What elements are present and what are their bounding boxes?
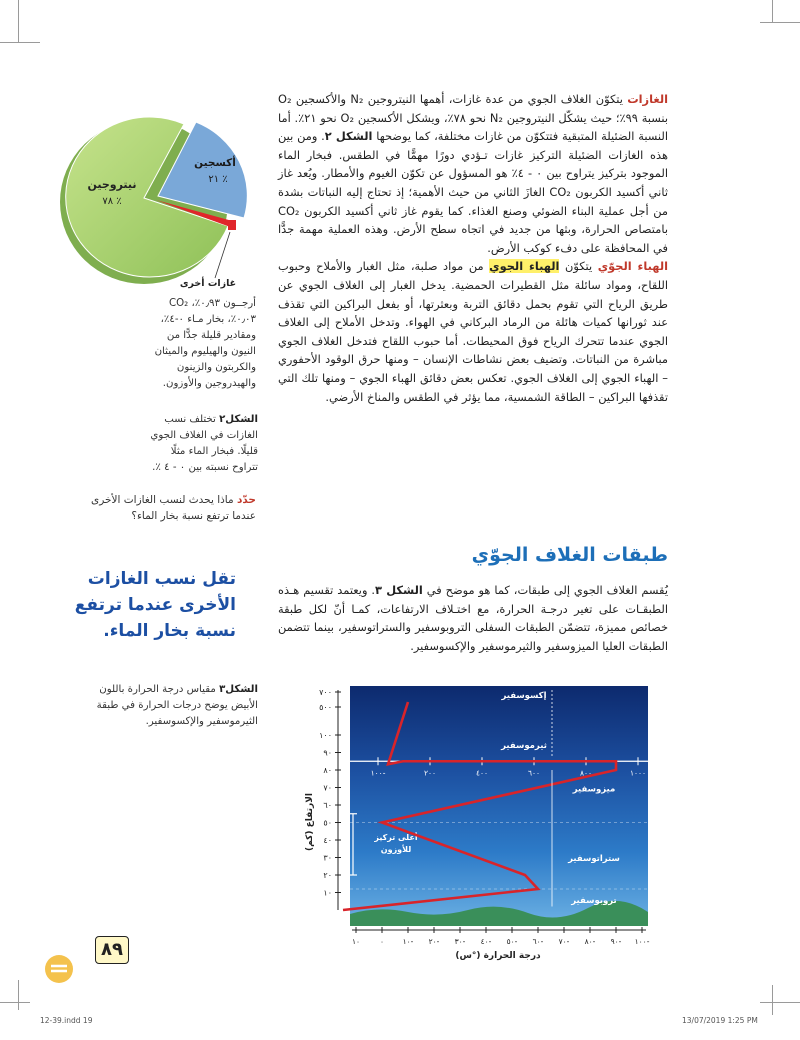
gases-figure-ref: الشكل ٢ (324, 129, 373, 144)
x-tick-label: ١٠٠- (634, 937, 650, 946)
x-tick-label: ٦٠- (532, 937, 544, 946)
upper-scale-label: ٢٠٠ (423, 768, 437, 778)
x-tick-label: ٠ (379, 937, 385, 946)
crop-mark (772, 985, 773, 1015)
x-tick-label: ٩٠- (610, 937, 622, 946)
layer-label: تروبوسفير (571, 896, 617, 906)
pie-value-oxygen: ٢١ ٪ (208, 174, 228, 185)
layers-figure-ref: الشكل ٣ (375, 583, 423, 597)
y-tick-label: ٤٠ (323, 836, 332, 845)
footer-left: 12-39.indd 19 (40, 1016, 93, 1025)
gas-composition-pie (40, 100, 260, 300)
pie-label-nitrogen: نيتروجين (87, 178, 137, 191)
page-number: ٨٩ (95, 936, 129, 964)
y-tick-label: ٩٠ (323, 748, 332, 758)
gases-paragraph (278, 90, 668, 257)
y-tick-label: ٥٠٠ (319, 703, 332, 712)
pie-caption-text: أرجــون ٠٫٩٣٪، CO₂ ٠٫٠٣٪، بخار مـاء ٠-٤٪، ومقادير قليلة جدًّا من النيون والهيليوم والميثان والكربتون والزينون والهيدروجين والأوزون. (154, 298, 256, 389)
atmosphere-layers-chart (298, 682, 660, 964)
x-tick-label: ٤٠- (480, 937, 492, 946)
layer-label: ثيرموسفير (501, 741, 547, 751)
gases-term: الغازات (627, 92, 668, 106)
section-title: طبقات الغلاف الجوّي (471, 544, 668, 566)
x-tick-label: ٣٠- (454, 937, 466, 946)
upper-scale-label: ٦٠٠ (527, 768, 541, 778)
pie-label-other: غازات أخرى (179, 278, 237, 289)
figure-2-label: الشكل٢ (219, 414, 258, 425)
crop-mark (760, 1002, 800, 1003)
x-tick-label: ٥٠- (506, 937, 518, 946)
figure-2-question (72, 492, 256, 524)
layers-text-1: يُقسم الغلاف الجوي إلى طبقات، كما هو موضح في (426, 583, 668, 597)
figure-2-caption (148, 412, 258, 476)
x-tick-label: ١٠- (402, 937, 414, 946)
crop-mark (772, 0, 773, 22)
publisher-logo-icon (42, 952, 76, 986)
gases-text-2: . ومن بين هذه الغازات الضئيلة التركيز غازات تـؤدي دورًا مهمًّا في الطقس. فبخار الماء الموجود بتركيز يتراوح بين ٠ - ٤٪ هو المسؤول عن تكوّن الغيوم والأمطار. ويُعد غاز ثاني أكسيد الكربون CO₂ الغازَ الثاني من حيث الأهمية؛ إذ تحتاج إليه النباتات بشدة من أجل عملية البناء الضوئي وصنع الغذاء. كما يقوم غاز ثاني أكسيد الكربون CO₂ بامتصاص الحرارة، وبثها من جديد في اتجاه سطح الأرض. وهذه العملية مهمة جدًّا في المحافظة على دفء كوكب الأرض. (278, 129, 668, 255)
layers-text-2: . ويعتمد تقسيم هـذه الطبقـات على تغير درجـة الحرارة، مع اختـلاف الارتفاعات، كمـا أنّ لكل طبقة خصائص مميزة، تتضمّن الطبقات السفلى التروبوسفير والستراتوسفير، بينما تتضمن الطبقات العليا الميزوسفير والثيرموسفير والإكسوسفير. (278, 583, 668, 653)
y-tick-label: ٣٠ (323, 853, 332, 863)
figure-2-text: تختلف نسب الغازات في الغلاف الجوي قليلًا. فبخار الماء مثلًا تتراوح نسبته بين ٠ - ٤ ٪. (150, 414, 258, 473)
y-tick-label: ٨٠ (323, 766, 332, 775)
sky-background (350, 686, 648, 924)
pie-label-oxygen: أكسجين (194, 157, 236, 169)
crop-mark (760, 22, 800, 23)
figure-3-text: مقياس درجة الحرارة باللون الأبيض يوضح درجات الحرارة في طبقة الثيرموسفير والإكسوسفير. (96, 684, 258, 727)
aerosol-paragraph (278, 257, 668, 406)
x-tick-label: ١٠ (351, 937, 361, 946)
pie-caption (148, 296, 256, 392)
upper-scale-label: ١٠٠- (370, 768, 386, 778)
question-text: ماذا يحدث لنسب الغازات الأخرى عندما ترتفع نسبة بخار الماء؟ (91, 494, 256, 522)
y-tick-label: ٧٠ (323, 783, 332, 793)
upper-scale-label: ٨٠٠ (579, 768, 593, 778)
aerosol-text: من مواد صلبة، مثل الغبار والأملاح وحبوب اللقاح، ومواد سائلة مثل القطيرات الحمضية. يدخل الغبار إلى الغلاف الجوي عن طريق الرياح التي تقوم بحمل دقائق التربة وبعثرتها، أو بفعل البراكين التي تقذف عند ثورانها كميات هائلة من الرماد البركاني في الهواء. وتدخل الأملاح إلى الغلاف الجوي عندما تتحرك الرياح فوق المحيطات. أما حبوب اللقاح فتدخل الغلاف الجوي مباشرة من النباتات. وتضيف بعض نشاطات الإنسان – ومنها حرق الوقود الأحفوري – الهباء الجوي إلى الغلاف الجوي. تعكس بعض دقائق الهباء الجوي – ومنها تلك التي تقذفها البراكين – الطاقة الشمسية، مما يؤثر في الطقس والمناخ الأرضي. (278, 259, 668, 404)
crop-mark (0, 42, 40, 43)
crop-mark (18, 980, 19, 1010)
crop-mark (0, 1002, 30, 1003)
x-tick-label: ٨٠- (584, 937, 596, 946)
aerosol-term: الهباء الجوّي (597, 259, 669, 274)
ozone-label: للأوزون (380, 845, 412, 854)
footer-right: 13/07/2019 1:25 PM (682, 1016, 758, 1025)
layer-label: ستراتوسفير (568, 854, 620, 864)
layer-label: ميزوسفير (572, 784, 616, 795)
y-tick-label: ٥٠ (323, 818, 332, 828)
y-axis-title: الارتفاع (كم) (305, 792, 315, 852)
question-label: حدّد (236, 494, 256, 506)
x-axis-title: درجة الحرارة (°س) (455, 951, 541, 961)
x-tick-label: ٢٠- (428, 937, 440, 946)
y-tick-label: ٧٠٠ (319, 688, 332, 697)
x-tick-label: ٧٠- (558, 937, 570, 946)
gases-text: يتكوّن الغلاف الجوي من عدة غازات، أهمها النيتروجين N₂ والأكسجين O₂ بنسبة ٩٩٪؛ حيث يشكّل النيتروجين N₂ نحو ٧٨٪، ويشكل الأكسجين O₂ نحو ٢١٪. أما النسبة الضئيلة المتبقية فتتكوّن من غازات مختلفة، كما يوضحها (278, 92, 669, 144)
y-tick-label: ٦٠ (323, 801, 332, 810)
layers-paragraph (278, 581, 668, 655)
layer-label: إكسوسفير (501, 691, 547, 701)
y-tick-label: ١٠ (323, 888, 332, 898)
pie-slice-other-block (228, 220, 236, 230)
pie-value-nitrogen: ٧٨ ٪ (102, 196, 122, 207)
crop-mark (18, 0, 19, 42)
main-text (278, 90, 668, 406)
y-tick-label: ٢٠ (323, 871, 332, 880)
figure-3-label: الشكل٣ (219, 684, 258, 695)
upper-scale-label: ١٠٠٠ (629, 768, 647, 778)
aerosol-lead: يتكوّن (565, 259, 593, 274)
aerosol-highlight: الهباء الجوي (489, 259, 560, 274)
handwritten-answer: تقل نسب الغازات الأخرى عندما ترتفع نسبة بخار الماء. (74, 569, 236, 641)
y-tick-label: ١٠٠ (319, 731, 332, 740)
figure-3-caption (72, 682, 258, 730)
upper-scale-label: ٤٠٠ (475, 768, 489, 778)
ozone-label: أعلى تركيز (374, 833, 418, 842)
